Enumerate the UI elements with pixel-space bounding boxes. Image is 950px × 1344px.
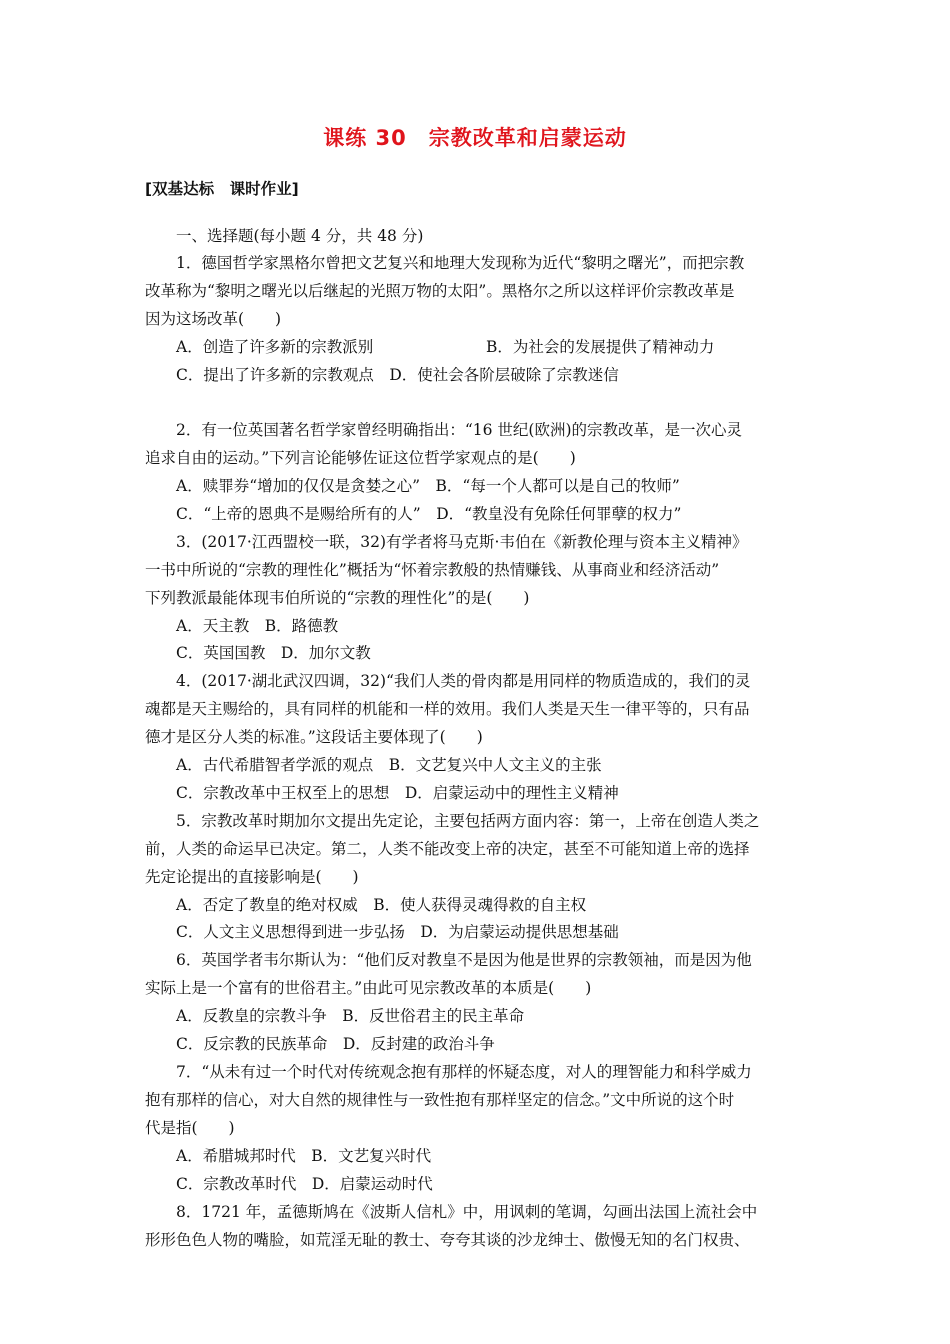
text-line: A．天主教 B．路德教 <box>176 617 339 635</box>
text-line: 5．宗教改革时期加尔文提出先定论，主要包括两方面内容：第一，上帝在创造人类之 <box>176 812 760 830</box>
text-line: 形形色色人物的嘴脸，如荒淫无耻的教士、夸夸其谈的沙龙绅士、傲慢无知的名门权贵、 <box>145 1231 750 1249</box>
text-line: 抱有那样的信心，对大自然的规律性与一致性抱有那样坚定的信念。”文中所说的这个时 <box>145 1091 735 1109</box>
page-title: 课练 30 宗教改革和启蒙运动 <box>323 126 627 150</box>
q1-option-a: A．创造了许多新的宗教派别 <box>176 338 374 356</box>
text-line: 7．“从未有过一个时代对传统观念抱有那样的怀疑态度，对人的理智能力和科学威力 <box>176 1063 752 1081</box>
text-line: A．古代希腊智者学派的观点 B．文艺复兴中人文主义的主张 <box>176 756 602 774</box>
text-line: C．反宗教的民族革命 D．反封建的政治斗争 <box>176 1035 495 1053</box>
text-line: 实际上是一个富有的世俗君主。”由此可见宗教改革的本质是( ) <box>145 979 592 997</box>
text-line: 追求自由的运动。”下列言论能够佐证这位哲学家观点的是( ) <box>145 449 576 467</box>
section-subhead: [双基达标 课时作业] <box>145 180 299 198</box>
q1-options-row <box>176 337 715 357</box>
text-line: 4．(2017·湖北武汉四调，32)“我们人类的骨肉都是用同样的物质造成的，我们的灵 <box>176 672 751 690</box>
text-line: 前，人类的命运早已决定。第二，人类不能改变上帝的决定，甚至不可能知道上帝的选择 <box>145 840 750 858</box>
text-line: A．否定了教皇的绝对权威 B．使人获得灵魂得救的自主权 <box>176 896 587 914</box>
text-line: 德才是区分人类的标准。”这段话主要体现了( ) <box>145 728 483 746</box>
text-line: C．“上帝的恩典不是赐给所有的人” D．“教皇没有免除任何罪孽的权力” <box>176 505 682 523</box>
text-line: 因为这场改革( ) <box>145 310 282 328</box>
section-heading: 一、选择题(每小题 4 分，共 48 分) <box>176 227 424 245</box>
text-line: 代是指( ) <box>145 1119 235 1137</box>
text-line: A．希腊城邦时代 B．文艺复兴时代 <box>176 1147 432 1165</box>
text-line: 一书中所说的“宗教的理性化”概括为“怀着宗教般的热情赚钱、从事商业和经济活动” <box>145 561 720 579</box>
text-line: A．赎罪券“增加的仅仅是贪婪之心” B．“每一个人都可以是自己的牧师” <box>176 477 680 495</box>
q1-option-b: B．为社会的发展提供了精神动力 <box>486 338 715 356</box>
text-line: 魂都是天主赐给的，具有同样的机能和一样的效用。我们人类是天生一律平等的，只有品 <box>145 700 750 718</box>
text-line: C．英国国教 D．加尔文教 <box>176 644 371 662</box>
text-line: 8．1721 年，孟德斯鸠在《波斯人信札》中，用讽刺的笔调，勾画出法国上流社会中 <box>176 1203 758 1221</box>
text-line: C．提出了许多新的宗教观点 D．使社会各阶层破除了宗教迷信 <box>176 366 619 384</box>
text-line: C．宗教改革中王权至上的思想 D．启蒙运动中的理性主义精神 <box>176 784 619 802</box>
text-line: 3．(2017·江西盟校一联，32)有学者将马克斯·韦伯在《新教伦理与资本主义精神》 <box>176 533 748 551</box>
text-line: A．反教皇的宗教斗争 B．反世俗君主的民主革命 <box>176 1007 525 1025</box>
text-line: 6．英国学者韦尔斯认为：“他们反对教皇不是因为他是世界的宗教领袖，而是因为他 <box>176 951 752 969</box>
text-line: 下列教派最能体现韦伯所说的“宗教的理性化”的是( ) <box>145 589 530 607</box>
text-line: 先定论提出的直接影响是( ) <box>145 868 359 886</box>
text-line: 1．德国哲学家黑格尔曾把文艺复兴和地理大发现称为近代“黎明之曙光”，而把宗教 <box>176 254 745 272</box>
text-line: 2．有一位英国著名哲学家曾经明确指出：“16 世纪(欧洲)的宗教改革，是一次心灵 <box>176 421 743 439</box>
text-line: C．宗教改革时代 D．启蒙运动时代 <box>176 1175 433 1193</box>
text-line: 改革称为“黎明之曙光以后继起的光照万物的太阳”。黑格尔之所以这样评价宗教改革是 <box>145 282 735 300</box>
text-line: C．人文主义思想得到进一步弘扬 D．为启蒙运动提供思想基础 <box>176 923 619 941</box>
